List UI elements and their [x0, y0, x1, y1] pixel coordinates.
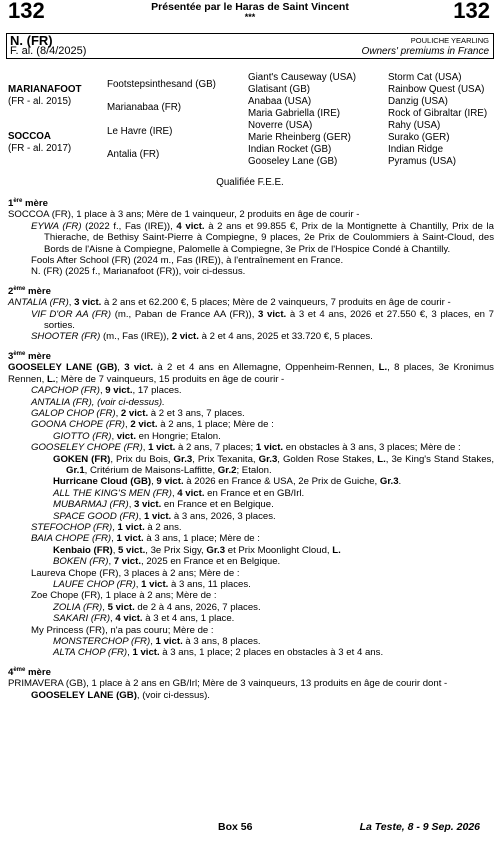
grand-produce-entry: SAKARI (FR), 4 vict. à 3 et 4 ans, 1 place. [53, 613, 235, 625]
produce-entry: STEFOCHOP (FR), 1 vict. à 2 ans. [31, 521, 182, 533]
produce-entry: Laureva Chope (FR), 3 places à 2 ans; Mère de : [31, 567, 240, 579]
dam-summary: GOOSELEY LANE (GB), 3 vict. à 2 et 4 ans en Allemagne, Oppenheim-Rennen, L., 8 places, 3e Kronimus Rennen, L.; Mère de 7 vainqueurs, 15 produits en âge de courir - [8, 362, 494, 385]
gen2-item: Antalia (FR) [107, 149, 160, 160]
produce-entry: CAPCHOP (FR), 9 vict., 17 places. [31, 385, 182, 397]
gen4-item: Storm Cat (USA) [388, 72, 462, 83]
grand-produce-entry: ZOLIA (FR), 5 vict. de 2 à 4 ans, 2026, 7 places. [53, 601, 261, 613]
grand-produce-entry: MUBARMAJ (FR), 3 vict. en France et en Belgique. [53, 499, 274, 511]
grand-produce-entry: Hurricane Cloud (GB), 9 vict. à 2026 en France & USA, 2e Prix de Guiche, Gr.3. [53, 476, 402, 488]
gen4-item: Indian Ridge [388, 144, 444, 155]
grand-produce-entry: GIOTTO (FR), vict. en Hongrie; Etalon. [53, 430, 221, 442]
gen2-item: Footstepsinthesand (GB) [107, 79, 216, 90]
gen4-item: Rainbow Quest (USA) [388, 84, 485, 95]
second-dam-heading: 2ème mère [8, 285, 51, 297]
gen3-item: Glatisant (GB) [248, 84, 311, 95]
gen4-item: Danzig (USA) [388, 96, 448, 107]
produce-entry: ANTALIA (FR), (voir ci-dessus). [31, 396, 165, 408]
gen3-item: Marie Rheinberg (GER) [248, 132, 351, 143]
dam-summary: ANTALIA (FR), 3 vict. à 2 ans et 62.200 €, 5 places; Mère de 2 vainqueurs, 7 produits en âge de courir - [8, 297, 451, 309]
stars: *** [244, 12, 256, 22]
sale-place-date: La Teste, 8 - 9 Sep. 2026 [359, 821, 480, 833]
produce-entry: Fools After School (FR) (2024 m., Fas (IRE)), à l'entraînement en France. [31, 255, 344, 267]
produce-entry: BAIA CHOPE (FR), 1 vict. à 3 ans, 1 place; Mère de : [31, 533, 260, 545]
grand-produce-entry: ALL THE KING'S MEN (FR), 4 vict. en France et en GB/Irl. [53, 487, 305, 499]
horse-name: N. (FR) [10, 33, 53, 48]
produce-entry: EYWA (FR) (2022 f., Fas (IRE)), 4 vict. à 2 ans et 99.855 €, Prix de la Montignette à Chantilly, Prix de la Thierache, de Bethisy Saint-Pierre à Compiegne, 9 places, 2e Prix de Coulommiers à Saint-Cloud, des Bords de l'Aisne à Compiegne, Palomelle à Compiegne, 3e Prix de l'Hospice Condé à Chantilly. [31, 220, 494, 255]
grand-produce-entry: MONSTERCHOP (FR), 1 vict. à 3 ans, 8 places. [53, 636, 261, 648]
gen3-item: Indian Rocket (GB) [248, 144, 332, 155]
grand-produce-entry: LAUFE CHOP (FR), 1 vict. à 3 ans, 11 places. [53, 579, 251, 590]
produce-entry: SHOOTER (FR) (m., Fas (IRE)), 2 vict. à 2 et 4 ans, 2025 et 33.720 €, 5 places. [31, 331, 373, 343]
grand-produce-entry: Kenbaio (FR), 5 vict., 3e Prix Sigy, Gr.3 et Prix Moonlight Cloud, L. [53, 544, 341, 556]
gen2-item: Marianabaa (FR) [107, 102, 182, 113]
gen3-item: Maria Gabriella (IRE) [248, 108, 341, 119]
gen3-item: Noverre (USA) [248, 120, 313, 131]
gen4-item: Rock of Gibraltar (IRE) [388, 108, 488, 119]
third-dam-heading: 3ème mère [8, 350, 51, 362]
gen4-item: Rahy (USA) [388, 120, 441, 131]
produce-entry: GOONA CHOPE (FR), 2 vict. à 2 ans, 1 place; Mère de : [31, 419, 274, 431]
produce-entry: My Princess (FR), n'a pas couru; Mère de : [31, 624, 214, 636]
gen3-item: Gooseley Lane (GB) [248, 156, 338, 167]
dam-name: SOCCOA [8, 131, 52, 142]
produce-entry: GOOSELEY CHOPE (FR), 1 vict. à 2 ans, 7 places; 1 vict. en obstacles à 3 ans, 3 places; Mère de : [31, 442, 461, 454]
gen4-item: Pyramus (USA) [388, 156, 457, 167]
dam-info: (FR - al. 2017) [8, 143, 72, 154]
grand-produce-entry: GOKEN (FR), Prix du Bois, Gr.3, Prix Texanita, Gr.3, Golden Rose Stakes, L., 3e King's Stand Stakes, Gr.1, Critérium de Maisons-Laffitte, Gr.2; Etalon. [53, 453, 494, 476]
dam-summary: SOCCOA (FR), 1 place à 3 ans; Mère de 1 vainqueur, 2 produits en âge de courir - [8, 209, 360, 221]
fourth-dam-heading: 4ème mère [8, 666, 51, 678]
produce-entry: VIF D'OR AA (FR) (m., Paban de France AA (FR)), 3 vict. à 3 et 4 ans, 2026 et 27.550 €, 3 places, en 7 sorties. [31, 308, 494, 332]
box-number: Box 56 [218, 821, 253, 833]
grand-produce-entry: SPACE GOOD (FR), 1 vict. à 3 ans, 2026, 3 places. [53, 510, 276, 522]
dam-summary: PRIMAVERA (GB), 1 place à 2 ans en GB/Irl; Mère de 3 vainqueurs, 13 produits en âge de courir dont - [8, 678, 448, 690]
first-dam-heading: 1ère mère [8, 197, 48, 209]
produce-entry: GALOP CHOP (FR), 2 vict. à 2 et 3 ans, 7 places. [31, 407, 245, 419]
gen2-item: Le Havre (IRE) [107, 126, 173, 137]
gen3-item: Giant's Causeway (USA) [248, 72, 357, 83]
dam-lines [8, 198, 494, 701]
page-header [0, 0, 500, 30]
owners-premiums: Owners' premiums in France [361, 46, 489, 57]
sire-info: (FR - al. 2015) [8, 96, 72, 107]
lot-number-right: 132 [453, 0, 490, 23]
identity-box [6, 33, 494, 59]
gen3-item: Anabaa (USA) [248, 96, 312, 107]
horse-type: POULICHE YEARLING [410, 36, 489, 45]
lot-number-left: 132 [8, 0, 45, 23]
produce-entry: N. (FR) (2025 f., Marianafoot (FR)), voir ci-dessus. [31, 266, 246, 278]
produce-entry: GOOSELEY LANE (GB), (voir ci-dessus). [31, 689, 210, 701]
gen4-item: Surako (GER) [388, 132, 450, 143]
produce-entry: Zoe Chope (FR), 1 place à 2 ans; Mère de : [31, 590, 217, 602]
presented-by: Présentée par le Haras de Saint Vincent [151, 1, 349, 13]
grand-produce-entry: BOKEN (FR), 7 vict., 2025 en France et en Belgique. [53, 556, 281, 568]
horse-description: F. al. (8/4/2025) [10, 45, 87, 57]
grand-produce-entry: ALTA CHOP (FR), 1 vict. à 3 ans, 1 place; 2 places en obstacles à 3 et 4 ans. [53, 647, 384, 659]
qualified-line: Qualifiée F.E.E. [216, 177, 284, 188]
sire-name: MARIANAFOOT [8, 84, 82, 95]
